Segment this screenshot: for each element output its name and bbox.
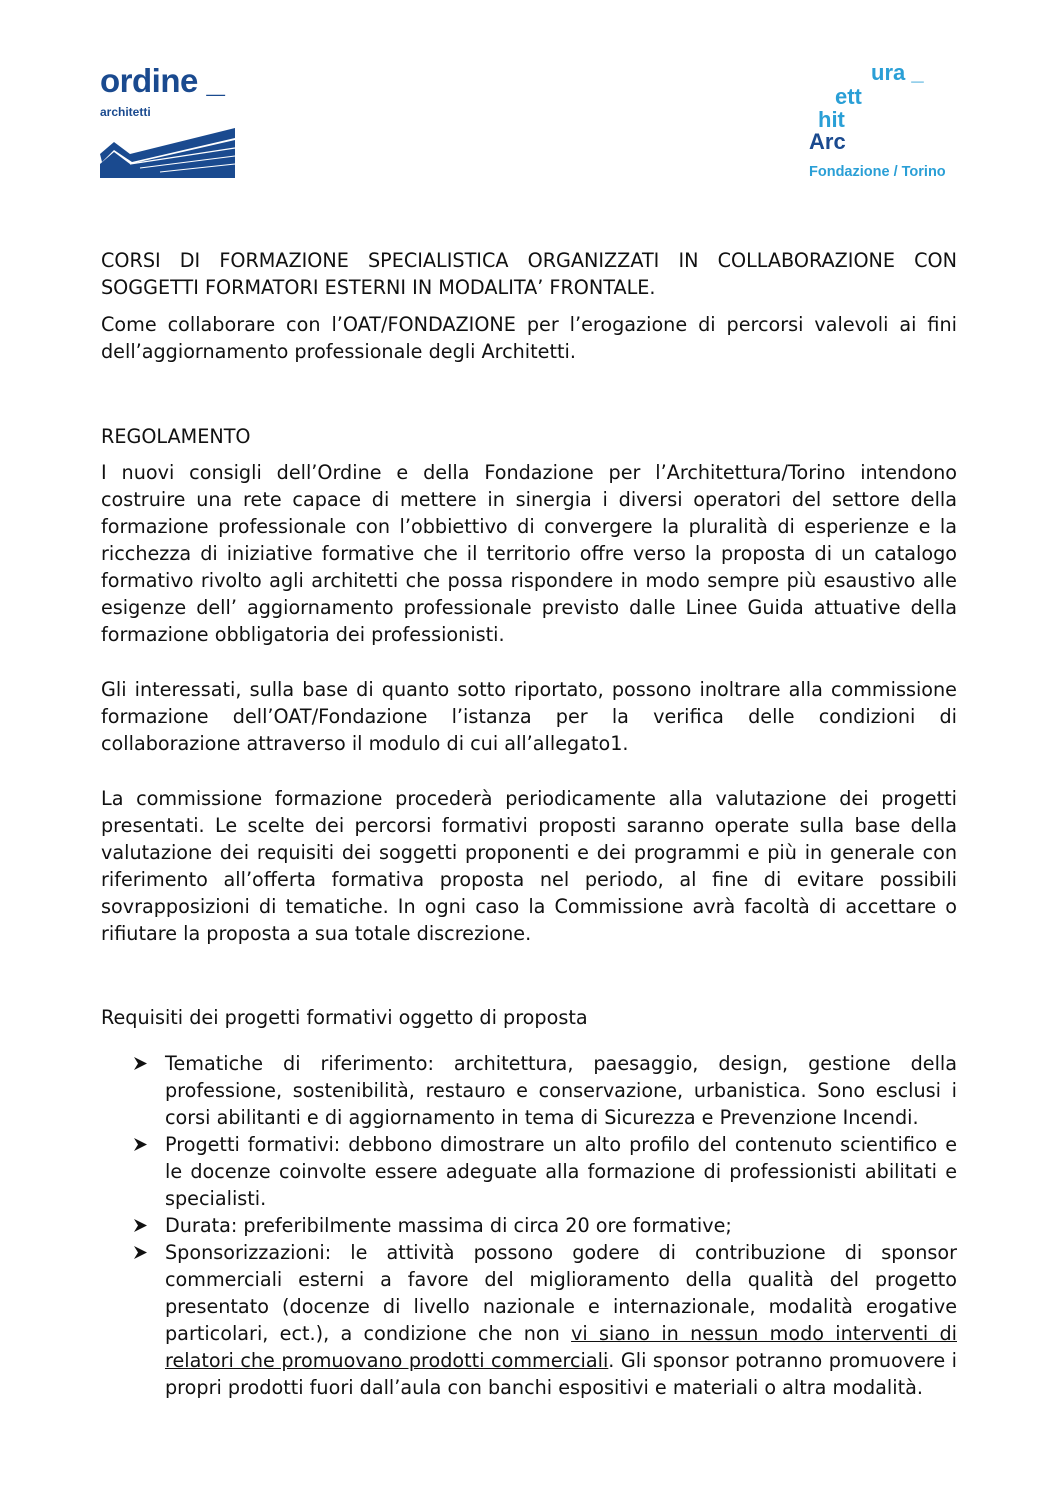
logo-line-ura: ura _ [871,60,924,85]
logo-line-arc: Arc [809,129,846,154]
list-item-text-after: . Gli sponsor potranno promuovere i propri prodotti fuori dall’aula con banchi espositivi e materiali o altra modalità. [165,1349,958,1399]
ordine-wordmark [100,64,240,97]
list-item [101,1212,957,1239]
list-item-text: Progetti formativi: debbono dimostrare un alto profilo del contenuto scientifico e le docenze coinvolte essere adeguate alla formazione di professionisti abilitati e specialisti. [165,1133,957,1210]
list-item [101,1131,957,1212]
logo-dash: _ [206,62,225,99]
logo-line-ett: ett [835,84,862,109]
arrowhead-bullet-icon [134,1246,147,1259]
list-item-text-before: Sponsorizzazioni: le attività possono godere di contribuzione di sponsor commerciali esterni a favore del miglioramento della qualità del progetto presentato (docenze di livello nazionale e internazionale, modalità erogative particolari, ect.), a condizione che non [165,1241,957,1345]
logo-subtitle: architetti [100,105,151,119]
logo-line-fondazione: Fondazione / Torino [809,164,946,180]
arrowhead-bullet-icon [134,1138,147,1151]
logo-line-hit: hit [818,107,845,132]
document-title: CORSI DI FORMAZIONE SPECIALISTICA ORGANIZZATI IN COLLABORAZIONE CON SOGGETTI FORMATORI ESTERNI IN MODALITA’ FRONTALE. [101,249,957,299]
ordine-architetti-logo [100,64,240,180]
underlined-condition: vi siano in nessun modo interventi di relatori che promuovano prodotti commerciali [165,1322,957,1372]
paragraph-1: I nuovi consigli dell’Ordine e della Fondazione per l’Architettura/Torino intendono costruire una rete capace di mettere in sinergia i diversi operatori del settore della formazione professionale con l’obbiettivo di convergere la pluralità di esperienze e la ricchezza di iniziative formative che il territorio offre verso la proposta di un catalogo formativo rivolto agli architetti che possa rispondere in modo sempre più esaustivo alle esigenze dell’ aggiornamento professionale previsto dalle Linee Guida attuative della formazione obbligatoria dei professionisti. [101,461,957,646]
fondazione-torino-logo [808,62,960,180]
arrowhead-bullet-icon [134,1219,147,1232]
requisiti-heading: Requisiti dei progetti formativi oggetto di proposta [101,1006,588,1029]
regolamento-heading: REGOLAMENTO [101,425,251,448]
requirements-list [101,1050,957,1401]
list-item [101,1050,957,1131]
ordine-mark-icon [100,128,236,180]
intro-text: Come collaborare con l’OAT/FONDAZIONE per l’erogazione di percorsi valevoli ai fini dell’aggiornamento professionale degli Architetti. [101,313,957,363]
paragraph-3: La commissione formazione procederà periodicamente alla valutazione dei progetti presentati. Le scelte dei percorsi formativi proposti saranno operate sulla base della valutazione dei requisiti dei soggetti proponenti e dei programmi e più in generale con riferimento all’offerta formativa proposta nel periodo, al fine di evitare possibili sovrapposizioni di tematiche. In ogni caso la Commissione avrà facoltà di accettare o rifiutare la proposta a sua totale discrezione. [101,787,957,945]
list-item-text: Durata: preferibilmente massima di circa 20 ore formative; [165,1214,732,1237]
document-body [101,247,957,1401]
arrowhead-bullet-icon [134,1057,147,1070]
logo-word: ordine [100,62,198,99]
list-item-text: Tematiche di riferimento: architettura, paesaggio, design, gestione della professione, sostenibilità, restauro e conservazione, urbanistica. Sono esclusi i corsi abilitanti e di aggiornamento in tema di Sicurezza e Prevenzione Incendi. [165,1052,957,1129]
paragraph-2: Gli interessati, sulla base di quanto sotto riportato, possono inoltrare alla commissione formazione dell’OAT/Fondazione l’istanza per la verifica delle condizioni di collaborazione attraverso il modulo di cui all’allegato1. [101,678,957,755]
list-item [101,1239,957,1401]
